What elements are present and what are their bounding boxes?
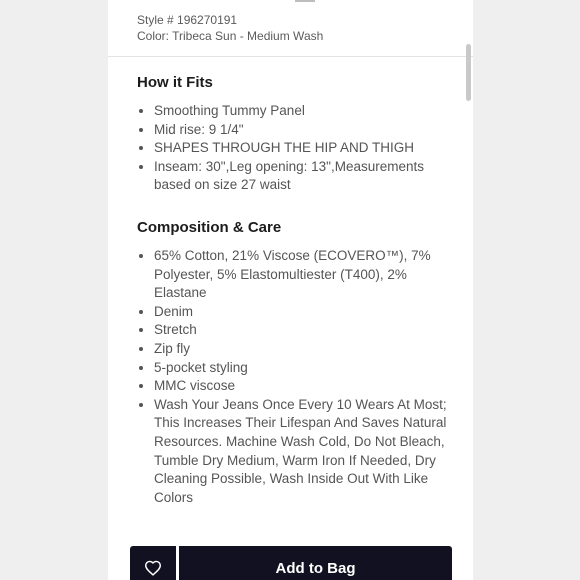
composition-care-heading: Composition & Care [137, 219, 282, 236]
fit-list [137, 102, 447, 195]
product-details-panel [108, 0, 473, 580]
list-item: Smoothing Tummy Panel [137, 102, 447, 121]
list-item: Mid rise: 9 1/4" [137, 121, 447, 140]
product-meta [137, 12, 323, 44]
add-to-bag-button[interactable]: Add to Bag [179, 546, 452, 580]
list-item: Inseam: 30",Leg opening: 13",Measurements based on size 27 waist [137, 158, 447, 195]
divider [108, 56, 473, 57]
style-number: Style # 196270191 [137, 13, 238, 27]
how-it-fits-heading: How it Fits [137, 74, 213, 91]
scrollbar[interactable] [466, 44, 471, 101]
list-item: SHAPES THROUGH THE HIP AND THIGH [137, 139, 447, 158]
care-list [137, 247, 447, 507]
heart-icon [144, 560, 162, 576]
list-item: 5-pocket styling [137, 359, 447, 378]
wishlist-button[interactable] [130, 546, 176, 580]
action-bar [130, 546, 452, 580]
panel-top-indicator [295, 0, 315, 2]
list-item: Wash Your Jeans Once Every 10 Wears At Most; This Increases Their Lifespan And Saves Natural Resources. Machine Wash Cold, Do Not Bleach, Tumble Dry Medium, Warm Iron If Needed, Dry Cleaning Possible, Wash Inside Out With Like Colors [137, 396, 447, 508]
list-item: MMC viscose [137, 377, 447, 396]
list-item: Denim [137, 303, 447, 322]
list-item: Zip fly [137, 340, 447, 359]
list-item: Stretch [137, 321, 447, 340]
color-name: Color: Tribeca Sun - Medium Wash [137, 29, 324, 43]
list-item: 65% Cotton, 21% Viscose (ECOVERO™), 7% Polyester, 5% Elastomultiester (T400), 2% Elastane [137, 247, 447, 303]
